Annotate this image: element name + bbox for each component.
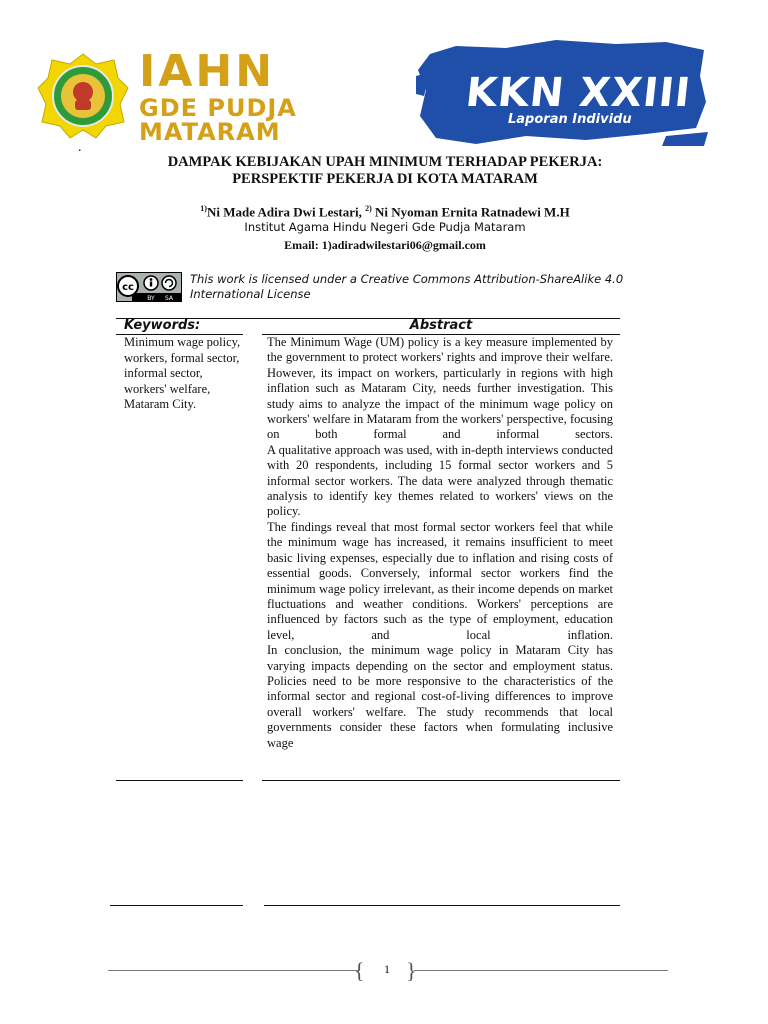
footer-rule-right [414,970,668,971]
author-line [90,204,680,220]
wordmark-line-3: MATARAM [139,118,281,146]
author1-name: Ni Made Adira Dwi Lestari, [206,204,366,220]
kkn-title: KKN XXIII [463,70,694,116]
keywords-text: Minimum wage policy, workers, formal sector, informal sector, workers' welfare, Mataram City. [124,335,241,411]
abstract-paragraph-3: The findings reveal that most formal sector workers feel that while the minimum wage has increased, it remains insufficient to meet basic living expenses, especially due to inflation and rising costs of essential goods. Conversely, informal sector workers find the minimum wage policy irrelevant, as their income depends on market fluctuations and weather conditions. Workers' perceptions are influenced by factors such as the type of employment, education level, and local inflation. [267,519,613,642]
institution-seal-logo [36,52,130,140]
wordmark-line-2: GDE PUDJA [139,94,297,122]
keywords-bottom-rule [116,780,243,781]
paper-title-line-2: PERSPEKTIF PEKERJA DI KOTA MATARAM [232,171,538,187]
cc-badge-by-text: BY [147,295,155,302]
cc-license-badge [116,272,182,302]
license-statement: This work is licensed under a Creative Commons Attribution-ShareAlike 4.0 International License [190,272,624,301]
abstract-paragraph-4: In conclusion, the minimum wage policy in Mataram City has varying impacts depending on the sector and employment status. Policies need to be more responsive to the characteristics of the informal sector and regional cost-of-living differences to improve overall workers' welfare. The study recommends that local governments consider these factors when formulating inclusive wage [267,643,613,750]
author-email: Email: 1)adiradwilestari06@gmail.com [284,238,486,252]
author2-superscript: 2) [365,204,372,213]
author2-name: Ni Nyoman Ernita Ratnadewi M.H [371,204,570,220]
wordmark-line-1: IAHN [139,46,276,97]
author1-superscript: 1) [200,204,207,213]
abstract-paragraph-1: The Minimum Wage (UM) policy is a key measure implemented by the government to protect workers' rights and improve their welfare. However, its impact on workers, particularly in regions with high inflation such as Mataram City, needs further investigation. This study aims to analyze the impact of the minimum wage policy on workers' welfare in Mataram from the workers' perspective, focusing on both formal and informal sectors. [267,335,613,442]
cc-badge-cc-text: cc [122,282,134,293]
keywords-heading: Keywords: [124,318,201,333]
abstract-body [267,335,613,751]
lower-right-rule [264,905,620,906]
abstract-paragraph-2: A qualitative approach was used, with in-depth interviews conducted with 20 respondents, including 15 formal sector workers and 5 informal sector workers. The data were analyzed through thematic analysis to identify key themes related to workers' views on the policy. [267,442,613,519]
page-bracket-left: { [354,958,365,983]
institution-wordmark [139,46,297,146]
kkn-subtitle: Laporan Individu [508,112,632,127]
abstract-bottom-rule [262,780,620,781]
page-bracket-right: } [406,958,417,983]
author-institute: Institut Agama Hindu Negeri Gde Pudja Mataram [244,220,526,234]
page-number: 1 [384,962,390,976]
paper-title-line-1: DAMPAK KEBIJAKAN UPAH MINIMUM TERHADAP PEKERJA: [167,154,603,170]
footer-rule-left [108,970,358,971]
cc-badge-sa-text: SA [164,295,174,302]
abstract-heading: Abstract [409,318,473,333]
stray-dot: . [78,140,82,155]
lower-left-rule [110,905,243,906]
